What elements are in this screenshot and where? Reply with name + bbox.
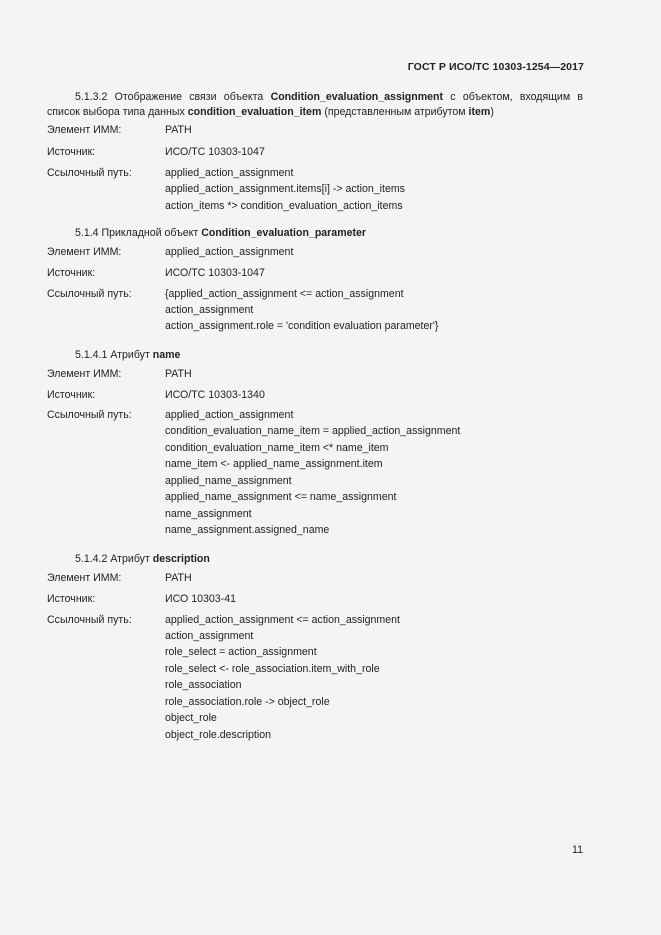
s4-source-label: Источник: xyxy=(47,593,96,605)
s3-element-value: PATH xyxy=(165,368,192,380)
s2-source-row xyxy=(47,267,265,279)
s3-source-label: Источник: xyxy=(47,389,96,401)
s4-ref-label: Ссылочный путь: xyxy=(47,614,132,626)
s2-element-label: Элемент ИММ: xyxy=(47,246,122,258)
intro-bold-1: Condition_evaluation_assignment xyxy=(270,91,444,103)
s2-ref-line-1: action_assignment xyxy=(165,304,254,316)
s3-ref-row xyxy=(47,409,293,421)
s3-ref-line-1: condition_evaluation_name_item = applied_action_assignment xyxy=(165,425,461,437)
s4-ref-row xyxy=(47,614,400,626)
s4-ref-line-1: action_assignment xyxy=(165,630,254,642)
s1-ref-line-1: applied_action_assignment.items[i] -> action_items xyxy=(165,183,405,195)
s2-heading-prefix: 5.1.4 Прикладной объект xyxy=(75,227,202,239)
s2-ref-line-0: {applied_action_assignment <= action_assignment xyxy=(165,288,404,300)
s2-element-row xyxy=(47,246,293,258)
document-header: ГОСТ Р ИСО/ТС 10303-1254—2017 xyxy=(407,61,584,73)
s1-element-row xyxy=(47,124,192,136)
s1-source-label: Источник: xyxy=(47,146,96,158)
s3-element-row xyxy=(47,368,192,380)
intro-paragraph xyxy=(47,90,583,120)
s1-element-value: PATH xyxy=(165,124,192,136)
s2-ref-line-2: action_assignment.role = 'condition evaluation parameter'} xyxy=(165,320,439,332)
s4-element-value: PATH xyxy=(165,572,192,584)
s1-ref-row xyxy=(47,167,293,179)
s4-ref-line-3: role_select <- role_association.item_with_role xyxy=(165,663,380,675)
s1-source-row xyxy=(47,146,265,158)
s3-ref-line-7: name_assignment.assigned_name xyxy=(165,524,330,536)
s2-ref-label: Ссылочный путь: xyxy=(47,288,132,300)
s2-source-label: Источник: xyxy=(47,267,96,279)
s2-element-value: applied_action_assignment xyxy=(165,246,294,258)
s3-heading xyxy=(75,349,180,361)
s3-ref-line-3: name_item <- applied_name_assignment.item xyxy=(165,458,383,470)
s1-ref-line-2: action_items *> condition_evaluation_action_items xyxy=(165,200,403,212)
s1-element-label: Элемент ИММ: xyxy=(47,124,122,136)
s1-ref-line-0: applied_action_assignment xyxy=(165,167,294,179)
s4-element-row xyxy=(47,572,192,584)
intro-bold-3: item xyxy=(468,106,491,118)
s4-heading-bold: description xyxy=(152,553,210,565)
s3-source-value: ИСО/ТС 10303-1340 xyxy=(165,389,265,401)
s4-heading-prefix: 5.1.4.2 Атрибут xyxy=(75,553,153,565)
s3-source-row xyxy=(47,389,265,401)
s4-ref-line-2: role_select = action_assignment xyxy=(165,646,317,658)
s3-ref-line-5: applied_name_assignment <= name_assignment xyxy=(165,491,397,503)
s2-source-value: ИСО/ТС 10303-1047 xyxy=(165,267,265,279)
s4-ref-line-7: object_role.description xyxy=(165,729,271,741)
s3-heading-bold: name xyxy=(152,349,181,361)
s4-ref-line-0: applied_action_assignment <= action_assignment xyxy=(165,614,400,626)
s3-ref-line-2: condition_evaluation_name_item <* name_item xyxy=(165,442,389,454)
s3-ref-line-4: applied_name_assignment xyxy=(165,475,292,487)
s4-source-value: ИСО 10303-41 xyxy=(165,593,236,605)
intro-text-2: с объектом, входящим в список выбора типа данных xyxy=(47,91,583,118)
s4-ref-line-4: role_association xyxy=(165,679,242,691)
intro-text-1: 5.1.3.2 Отображение связи объекта xyxy=(75,91,271,103)
s4-heading xyxy=(75,553,210,565)
s2-heading xyxy=(75,227,366,239)
s2-ref-row xyxy=(47,288,404,300)
s3-element-label: Элемент ИММ: xyxy=(47,368,122,380)
s3-ref-line-6: name_assignment xyxy=(165,508,252,520)
s2-heading-bold: Condition_evaluation_parameter xyxy=(201,227,367,239)
intro-bold-2: condition_evaluation_item xyxy=(187,106,322,118)
s4-ref-line-5: role_association.role -> object_role xyxy=(165,696,330,708)
s4-element-label: Элемент ИММ: xyxy=(47,572,122,584)
intro-text-3: (представленным атрибутом xyxy=(321,106,469,118)
s4-ref-line-6: object_role xyxy=(165,712,217,724)
page-number: 11 xyxy=(572,844,583,856)
s3-heading-prefix: 5.1.4.1 Атрибут xyxy=(75,349,153,361)
s3-ref-label: Ссылочный путь: xyxy=(47,409,132,421)
s1-source-value: ИСО/ТС 10303-1047 xyxy=(165,146,265,158)
s1-ref-label: Ссылочный путь: xyxy=(47,167,132,179)
intro-text-4: ) xyxy=(490,106,494,118)
s3-ref-line-0: applied_action_assignment xyxy=(165,409,294,421)
s4-source-row xyxy=(47,593,236,605)
